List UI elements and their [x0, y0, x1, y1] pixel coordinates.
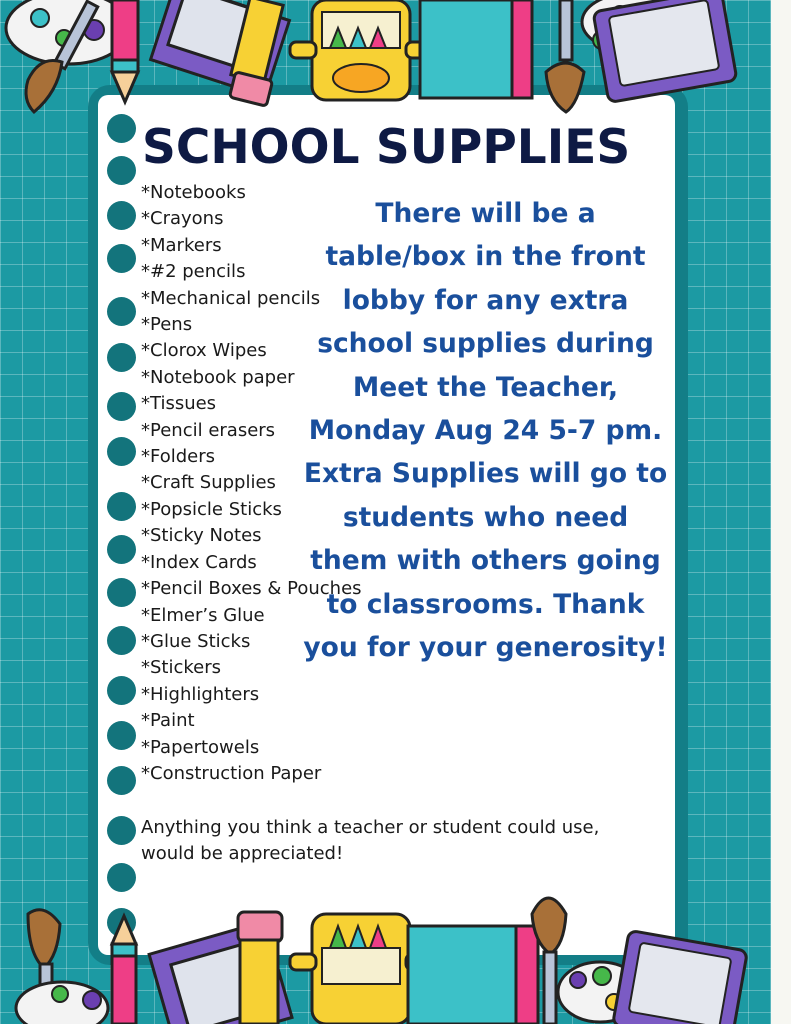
pencil-icon [112, 0, 138, 102]
notebook-icon [420, 0, 532, 98]
notice-line: Monday Aug 24 5-7 pm. [308, 415, 663, 447]
notice-line: table/box in the front [325, 241, 646, 273]
page-margin-strip [771, 0, 791, 1024]
binder-hole [107, 626, 136, 655]
supply-item: *Sticky Notes [141, 525, 262, 547]
paint-palette-icon [16, 982, 108, 1024]
binder-hole [107, 156, 136, 185]
binder-hole [107, 492, 136, 521]
donation-notice [298, 192, 673, 669]
supply-item: *Construction Paper [141, 762, 322, 784]
notice-line: lobby for any extra [342, 284, 629, 316]
binder-hole [107, 816, 136, 845]
notice-line: There will be a [375, 198, 596, 229]
supply-item: *Pens [141, 314, 193, 336]
supply-item: *Pencil Boxes & Pouches [141, 578, 362, 600]
notebook-icon [408, 926, 538, 1024]
supply-item: *Elmer’s Glue [141, 604, 265, 626]
supply-item: *Clorox Wipes [141, 340, 267, 362]
binder-hole [107, 297, 136, 326]
flyer-title: SCHOOL SUPPLIES [142, 120, 631, 175]
notice-line: you for your generosity! [303, 632, 668, 664]
notice-line: to classrooms. Thank [326, 588, 645, 620]
tablet-icon [613, 930, 748, 1024]
supply-item: *Index Cards [141, 551, 257, 573]
notice-line: Extra Supplies will go to [303, 458, 668, 490]
supply-item: *Pencil erasers [141, 419, 276, 441]
supply-item: *Notebook paper [141, 366, 295, 388]
supply-item: *Stickers [141, 657, 222, 679]
footer-note [141, 815, 621, 867]
footer-line: Anything you think a teacher or student could use, [141, 817, 600, 838]
bottom-decorations [0, 884, 771, 1024]
binder-hole [107, 201, 136, 230]
notice-line: students who need [342, 501, 629, 533]
binder-hole [107, 721, 136, 750]
footer-line: would be appreciated! [141, 843, 344, 864]
binder-hole [107, 392, 136, 421]
supply-item: *#2 pencils [141, 261, 246, 283]
notice-line: school supplies during [317, 328, 654, 360]
top-decorations [0, 0, 771, 115]
supply-item: *Papertowels [141, 736, 260, 758]
supply-item: *Folders [141, 446, 216, 468]
notice-line: them with others going [310, 545, 661, 577]
supply-item: *Notebooks [141, 182, 246, 203]
supply-item: *Markers [141, 234, 222, 256]
supply-item: *Craft Supplies [141, 472, 276, 494]
supply-item: *Crayons [141, 208, 224, 230]
supply-item: *Mechanical pencils [141, 287, 321, 309]
supply-item: *Paint [141, 710, 195, 732]
supply-item: *Glue Sticks [141, 630, 251, 652]
binder-hole [107, 676, 136, 705]
binder-hole [107, 578, 136, 607]
binder-hole [107, 244, 136, 273]
supply-item: *Highlighters [141, 683, 260, 705]
tablet-icon [593, 0, 737, 103]
supply-item: *Tissues [141, 393, 217, 415]
binder-hole [107, 766, 136, 795]
binder-hole [107, 114, 136, 143]
supply-item: *Popsicle Sticks [141, 498, 282, 520]
crayon-box-icon [290, 0, 436, 100]
notice-line: Meet the Teacher, [352, 371, 619, 403]
pencil-icon [112, 916, 136, 1024]
binder-hole [107, 535, 136, 564]
eraser-pencil-icon [238, 912, 282, 1024]
paintbrush-icon [546, 0, 584, 112]
binder-hole [107, 437, 136, 466]
binder-hole [107, 343, 136, 372]
